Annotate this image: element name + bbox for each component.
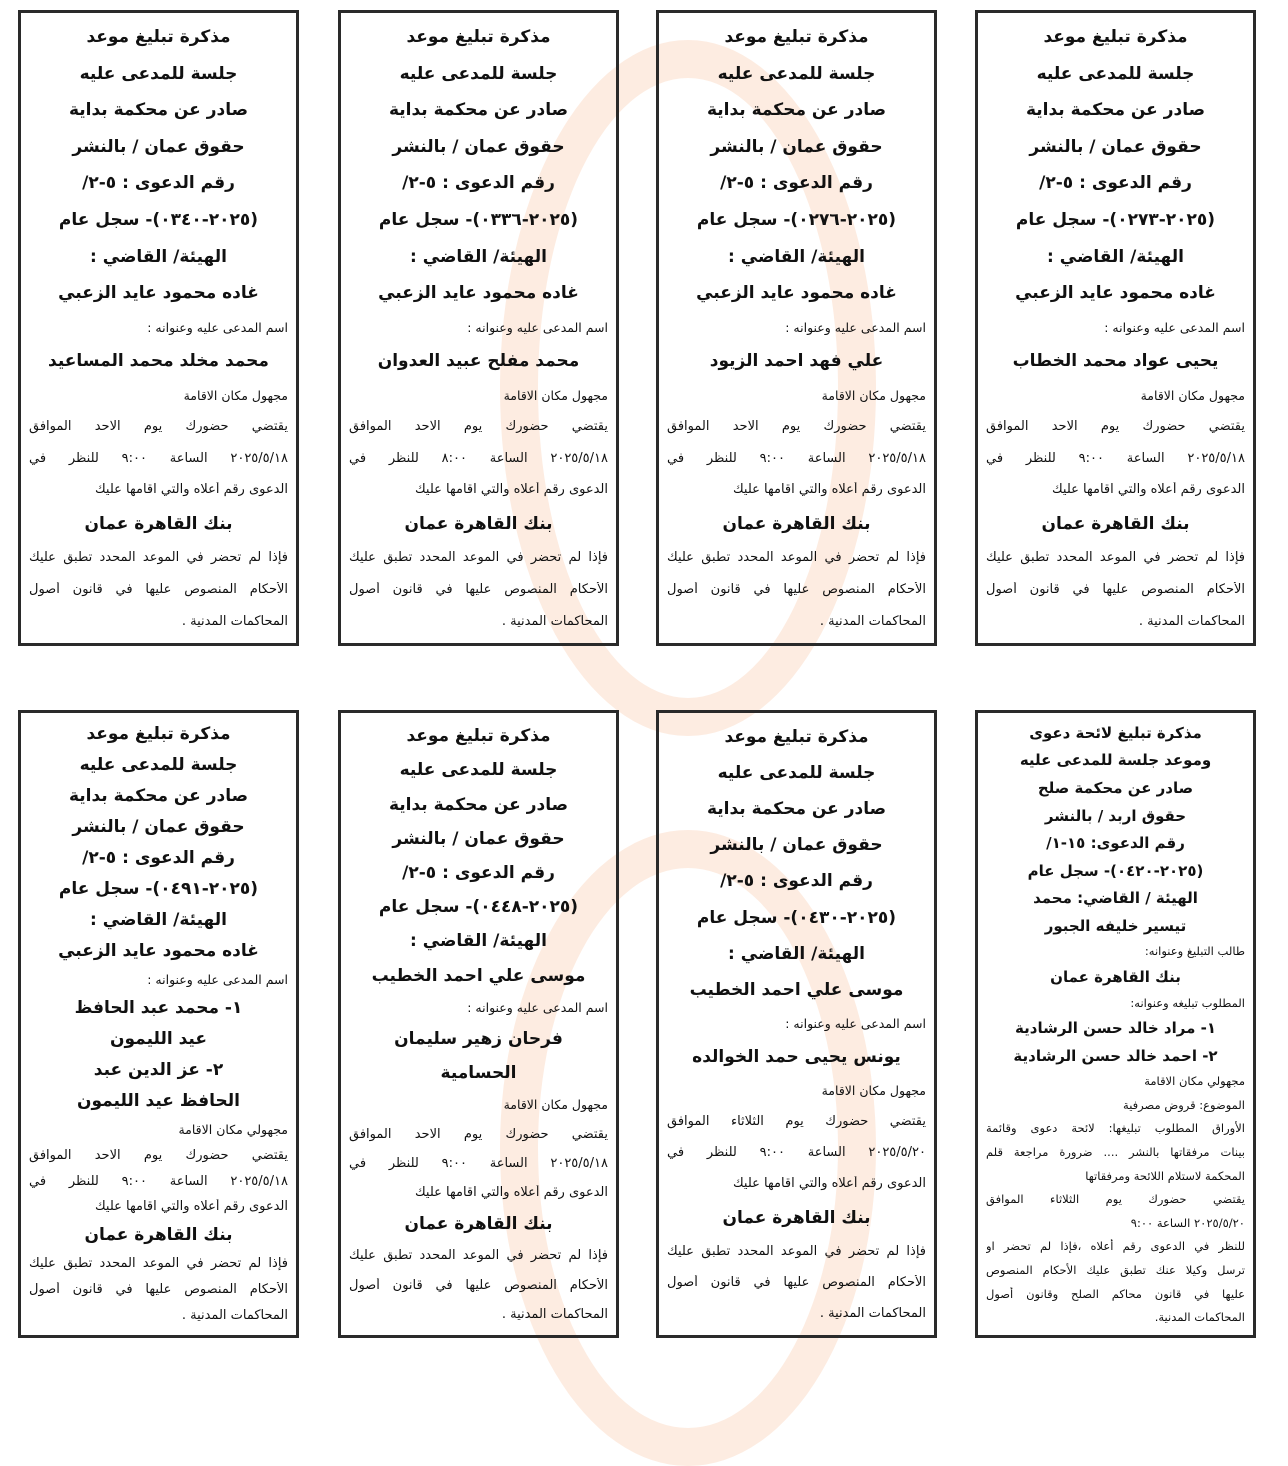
notice-heading-line: مذكرة تبليغ موعد — [1043, 27, 1188, 48]
notice-party-line: بنك القاهرة عمان — [84, 513, 233, 534]
notice-heading-line: مذكرة تبليغ موعد — [406, 726, 551, 747]
notice-box — [975, 10, 1256, 646]
notice-body-line: فإذا لم تحضر في الموعد المحدد تطبق عليك — [29, 1256, 288, 1272]
notice-label-line: مجهول مكان الاقامة — [183, 387, 288, 403]
notice-party-line: بنك القاهرة عمان — [404, 513, 553, 534]
notice-heading-line: مذكرة تبليغ موعد — [86, 724, 231, 745]
notice-party-line: ١- مراد خالد حسن الرشادية — [1015, 1019, 1216, 1038]
notice-body-line: ٢٠٢٥/٥/٢٠ الساعة ٩:٠٠ للنظر في — [667, 1145, 926, 1161]
notice-heading-line: حقوق اربد / بالنشر — [1044, 806, 1187, 825]
notice-end-line: الدعوى رقم أعلاه والتي اقامها عليك — [94, 1199, 288, 1215]
notice-heading-line: مذكرة تبليغ موعد — [724, 727, 869, 748]
notice-heading-line: صادر عن محكمة بداية — [1025, 100, 1206, 121]
notice-party-line: فرحان زهير سليمان — [394, 1028, 563, 1049]
notice-body-line: فإذا لم تحضر في الموعد المحدد تطبق عليك — [349, 1248, 608, 1264]
notice-heading-line: صادر عن محكمة صلح — [1037, 778, 1194, 797]
notice-heading-line: وموعد جلسة للمدعى عليه — [1019, 751, 1212, 770]
notice-body-line: فإذا لم تحضر في الموعد المحدد تطبق عليك — [349, 550, 608, 566]
notices-row-top — [0, 10, 1288, 646]
notice-label-line: اسم المدعى عليه وعنوانه : — [785, 1015, 926, 1031]
notice-heading-line: رقم الدعوى : ٥-٢/ — [402, 862, 555, 883]
notice-label-line: مجهولي مكان الاقامة — [1144, 1074, 1245, 1089]
notice-body-line: فإذا لم تحضر في الموعد المحدد تطبق عليك — [29, 550, 288, 566]
notice-label-line: مجهول مكان الاقامة — [503, 387, 608, 403]
notice-heading-line: حقوق عمان / بالنشر — [392, 136, 565, 157]
notice-heading-line: جلسة للمدعى عليه — [717, 763, 876, 784]
notice-body-line: للنظر في الدعوى رقم أعلاه ،فإذا لم تحضر او — [986, 1239, 1245, 1254]
notice-body-line: يقتضي حضورك يوم الاحد الموافق — [349, 419, 608, 435]
notice-party-line: بنك القاهرة عمان — [722, 513, 871, 534]
notice-heading-line: مذكرة تبليغ موعد — [724, 27, 869, 48]
notice-body-line: الأحكام المنصوص عليها في قانون أصول — [667, 582, 926, 598]
notice-party-line: بنك القاهرة عمان — [84, 1225, 233, 1246]
notice-body-line: الأحكام المنصوص عليها في قانون أصول — [349, 1277, 608, 1293]
notice-heading-line: غاده محمود عايد الزعبي — [696, 283, 897, 304]
notices-row-bottom — [0, 710, 1288, 1338]
notice-heading-line: الهيئة/ القاضي : — [410, 246, 547, 267]
notice-body-line: يقتضي حضورك يوم الاحد الموافق — [29, 419, 288, 435]
notice-party-line: الحافظ عيد الليمون — [76, 1090, 241, 1111]
notice-heading-line: رقم الدعوى : ٥-٢/ — [720, 871, 873, 892]
notice-body-line: يقتضي حضورك يوم الاحد الموافق — [667, 419, 926, 435]
notice-heading-line: صادر عن محكمة بداية — [68, 786, 249, 807]
notice-heading-line: غاده محمود عايد الزعبي — [378, 283, 579, 304]
notice-heading-line: (٢٠٢٥-٠٤٤٨)- سجل عام — [378, 897, 579, 918]
notice-heading-line: تيسير خليفه الجبور — [1044, 916, 1187, 935]
notice-body-line: فإذا لم تحضر في الموعد المحدد تطبق عليك — [986, 550, 1245, 566]
notice-body-line: فإذا لم تحضر في الموعد المحدد تطبق عليك — [667, 550, 926, 566]
notice-end-line: الدعوى رقم أعلاه والتي اقامها عليك — [732, 1176, 926, 1192]
notice-body-line: الأحكام المنصوص عليها في قانون أصول — [29, 1282, 288, 1298]
notice-heading-line: حقوق عمان / بالنشر — [710, 835, 883, 856]
notice-end-line: الدعوى رقم أعلاه والتي اقامها عليك — [414, 482, 608, 498]
notice-heading-line: (٢٠٢٥-٠٣٤٠)- سجل عام — [58, 210, 259, 230]
notice-label-line: مجهول مكان الاقامة — [821, 1083, 926, 1099]
notice-end-line: المحاكمات المدنية . — [181, 1308, 288, 1324]
notice-body-line: بينات مرفقاتها بالنشر .... ضرورة مراجعة قلم — [986, 1145, 1245, 1160]
notice-label-line: اسم المدعى عليه وعنوانه : — [147, 971, 288, 987]
notice-end-line: المحاكمات المدنية . — [819, 1305, 926, 1321]
notice-heading-line: الهيئة/ القاضي : — [728, 943, 865, 964]
notice-end-line: المحاكمات المدنية . — [501, 1306, 608, 1322]
notice-heading-line: صادر عن محكمة بداية — [706, 799, 887, 820]
notice-party-line: محمد مفلح عبيد العدوان — [377, 351, 580, 372]
notice-body-line: عليها في قانون محاكم الصلح وقانون أصول — [986, 1286, 1245, 1301]
notice-label-line: المطلوب تبليغه وعنوانه: — [1130, 995, 1245, 1010]
notice-label-line: اسم المدعى عليه وعنوانه : — [785, 319, 926, 335]
notice-heading-line: حقوق عمان / بالنشر — [72, 817, 245, 838]
notice-heading-line: مذكرة تبليغ موعد — [86, 27, 231, 48]
notice-heading-line: الهيئة/ القاضي : — [90, 246, 227, 267]
notice-heading-line: مذكرة تبليغ لائحة دعوى — [1029, 723, 1202, 742]
notice-box — [656, 710, 937, 1338]
notice-party-line: الحسامية — [440, 1063, 517, 1084]
notice-body-line: الأحكام المنصوص عليها في قانون أصول — [29, 582, 288, 598]
notice-end-line: المحاكمات المدنية . — [181, 613, 288, 629]
notice-party-line: بنك القاهرة عمان — [404, 1214, 553, 1235]
notice-end-line: الدعوى رقم أعلاه والتي اقامها عليك — [732, 482, 926, 498]
notice-heading-line: (٢٠٢٥-٠٤٩١)- سجل عام — [58, 879, 259, 900]
notice-party-line: ١- محمد عبد الحافظ — [74, 997, 243, 1018]
notice-end-line: ٢٠٢٥/٥/٢٠ الساعة ٩:٠٠ — [1130, 1215, 1245, 1230]
notice-label-line: مجهول مكان الاقامة — [1140, 387, 1245, 403]
notice-label-line: مجهول مكان الاقامة — [503, 1097, 608, 1113]
notice-body-line: يقتضي حضورك يوم الاحد الموافق — [986, 419, 1245, 435]
notice-heading-line: صادر عن محكمة بداية — [706, 100, 887, 121]
notice-party-line: علي فهد احمد الزيود — [709, 351, 884, 372]
notice-box — [18, 10, 299, 646]
notice-end-line: المحاكمات المدنية . — [501, 613, 608, 629]
notice-body-line: ٢٠٢٥/٥/١٨ الساعة ٩:٠٠ للنظر في — [667, 450, 926, 466]
notice-end-line: المحكمة لاستلام اللائحة ومرفقاتها — [1085, 1168, 1245, 1183]
notice-end-line: الدعوى رقم أعلاه والتي اقامها عليك — [94, 482, 288, 498]
notice-heading-line: (٢٠٢٥-٠٢٧٣)- سجل عام — [1015, 210, 1216, 230]
notice-party-line: عيد الليمون — [110, 1028, 207, 1049]
notice-heading-line: جلسة للمدعى عليه — [79, 63, 238, 84]
notice-heading-line: موسى علي احمد الخطيب — [689, 979, 904, 1000]
notice-heading-line: رقم الدعوى : ٥-٢/ — [720, 173, 873, 194]
notice-label-line: مجهولي مكان الاقامة — [178, 1121, 288, 1137]
notice-end-line: المحاكمات المدنية . — [819, 613, 926, 629]
notice-body-line: الأحكام المنصوص عليها في قانون أصول — [986, 582, 1245, 598]
notice-end-line: الدعوى رقم أعلاه والتي اقامها عليك — [1051, 482, 1245, 498]
notice-body-line: ٢٠٢٥/٥/١٨ الساعة ٨:٠٠ للنظر في — [349, 450, 608, 466]
notice-heading-line: صادر عن محكمة بداية — [388, 794, 569, 815]
notice-party-line: يحيى عواد محمد الخطاب — [1012, 351, 1219, 372]
notice-heading-line: الهيئة/ القاضي : — [410, 931, 547, 952]
notice-heading-line: رقم الدعوى : ٥-٢/ — [82, 848, 235, 869]
notice-box — [656, 10, 937, 646]
notice-heading-line: مذكرة تبليغ موعد — [406, 27, 551, 48]
notice-heading-line: (٢٠٢٥-٠٤٣٠)- سجل عام — [696, 907, 897, 928]
notice-label-line: اسم المدعى عليه وعنوانه : — [467, 999, 608, 1015]
notice-heading-line: جلسة للمدعى عليه — [717, 63, 876, 84]
notice-party-line: يونس يحيى حمد الخوالده — [692, 1047, 901, 1068]
notice-box — [975, 710, 1256, 1338]
notice-heading-line: حقوق عمان / بالنشر — [72, 136, 245, 157]
notice-heading-line: جلسة للمدعى عليه — [1036, 63, 1195, 84]
notice-heading-line: غاده محمود عايد الزعبي — [1015, 283, 1216, 304]
notice-body-line: فإذا لم تحضر في الموعد المحدد تطبق عليك — [667, 1243, 926, 1259]
notice-party-line: بنك القاهرة عمان — [1050, 967, 1181, 986]
notice-label-line: طالب التبليغ وعنوانه: — [1144, 944, 1245, 959]
notice-body-line: ٢٠٢٥/٥/١٨ الساعة ٩:٠٠ للنظر في — [349, 1155, 608, 1171]
notice-end-line: الدعوى رقم أعلاه والتي اقامها عليك — [414, 1184, 608, 1200]
notice-box — [338, 10, 619, 646]
notice-body-line: يقتضي حضورك يوم الاحد الموافق — [349, 1126, 608, 1142]
notice-body-line: الأحكام المنصوص عليها في قانون أصول — [667, 1274, 926, 1290]
notice-heading-line: الهيئة / القاضي: محمد — [1033, 889, 1198, 908]
notice-end-line: المحاكمات المدنية. — [1154, 1310, 1245, 1325]
notice-heading-line: موسى علي احمد الخطيب — [371, 965, 586, 986]
notice-body-line: يقتضي حضورك يوم الثلاثاء الموافق — [667, 1114, 926, 1130]
notice-party-line: بنك القاهرة عمان — [1041, 513, 1190, 534]
notice-label-line: اسم المدعى عليه وعنوانه : — [467, 319, 608, 335]
notice-box — [18, 710, 299, 1338]
notice-heading-line: (٢٠٢٥-٠٣٣٦)- سجل عام — [378, 210, 579, 230]
notice-heading-line: رقم الدعوى : ٥-٢/ — [82, 173, 235, 194]
notice-box — [338, 710, 619, 1338]
notice-body-line: ترسل وكيلا عنك تطبق عليك الأحكام المنصوص — [986, 1262, 1245, 1277]
notice-body-line: يقتضي حضورك يوم الثلاثاء الموافق — [986, 1192, 1245, 1207]
notice-heading-line: الهيئة/ القاضي : — [90, 910, 227, 931]
notice-heading-line: (٢٠٢٥-٠٤٢٠)- سجل عام — [1027, 861, 1204, 880]
notice-body-line: ٢٠٢٥/٥/١٨ الساعة ٩:٠٠ للنظر في — [986, 450, 1245, 466]
notice-body-line: يقتضي حضورك يوم الاحد الموافق — [29, 1147, 288, 1163]
notice-heading-line: صادر عن محكمة بداية — [388, 100, 569, 121]
notice-body-line: الأوراق المطلوب تبليغها: لائحة دعوى وقائمة — [986, 1121, 1245, 1136]
notice-label-line: الموضوع: قروض مصرفية — [1123, 1097, 1245, 1112]
notice-label-line: مجهول مكان الاقامة — [821, 387, 926, 403]
notice-body-line: ٢٠٢٥/٥/١٨ الساعة ٩:٠٠ للنظر في — [29, 1173, 288, 1189]
notice-heading-line: رقم الدعوى : ٥-٢/ — [402, 173, 555, 194]
notice-end-line: المحاكمات المدنية . — [1138, 613, 1245, 629]
notice-party-line: ٢- عز الدين عبد — [93, 1059, 224, 1080]
notice-heading-line: غاده محمود عايد الزعبي — [58, 283, 259, 304]
notice-heading-line: غاده محمود عايد الزعبي — [58, 941, 259, 962]
notice-label-line: اسم المدعى عليه وعنوانه : — [147, 319, 288, 335]
notice-heading-line: رقم الدعوى : ٥-٢/ — [1039, 173, 1192, 194]
notice-heading-line: صادر عن محكمة بداية — [68, 100, 249, 121]
notice-heading-line: (٢٠٢٥-٠٢٧٦)- سجل عام — [696, 210, 897, 230]
notice-party-line: بنك القاهرة عمان — [722, 1207, 871, 1228]
notice-body-line: ٢٠٢٥/٥/١٨ الساعة ٩:٠٠ للنظر في — [29, 450, 288, 466]
notice-heading-line: حقوق عمان / بالنشر — [1029, 136, 1202, 157]
notice-party-line: ٢- احمد خالد حسن الرشادية — [1013, 1046, 1218, 1065]
notice-heading-line: جلسة للمدعى عليه — [79, 755, 238, 776]
notice-heading-line: جلسة للمدعى عليه — [399, 760, 558, 781]
notice-heading-line: حقوق عمان / بالنشر — [710, 136, 883, 157]
notice-heading-line: حقوق عمان / بالنشر — [392, 828, 565, 849]
notice-label-line: اسم المدعى عليه وعنوانه : — [1104, 319, 1245, 335]
notice-heading-line: رقم الدعوى: ١٥-١/ — [1046, 834, 1185, 853]
notice-party-line: محمد مخلد محمد المساعيد — [48, 351, 269, 372]
notice-body-line: الأحكام المنصوص عليها في قانون أصول — [349, 582, 608, 598]
notice-heading-line: الهيئة/ القاضي : — [1047, 246, 1184, 267]
notice-heading-line: الهيئة/ القاضي : — [728, 246, 865, 267]
notice-heading-line: جلسة للمدعى عليه — [399, 63, 558, 84]
